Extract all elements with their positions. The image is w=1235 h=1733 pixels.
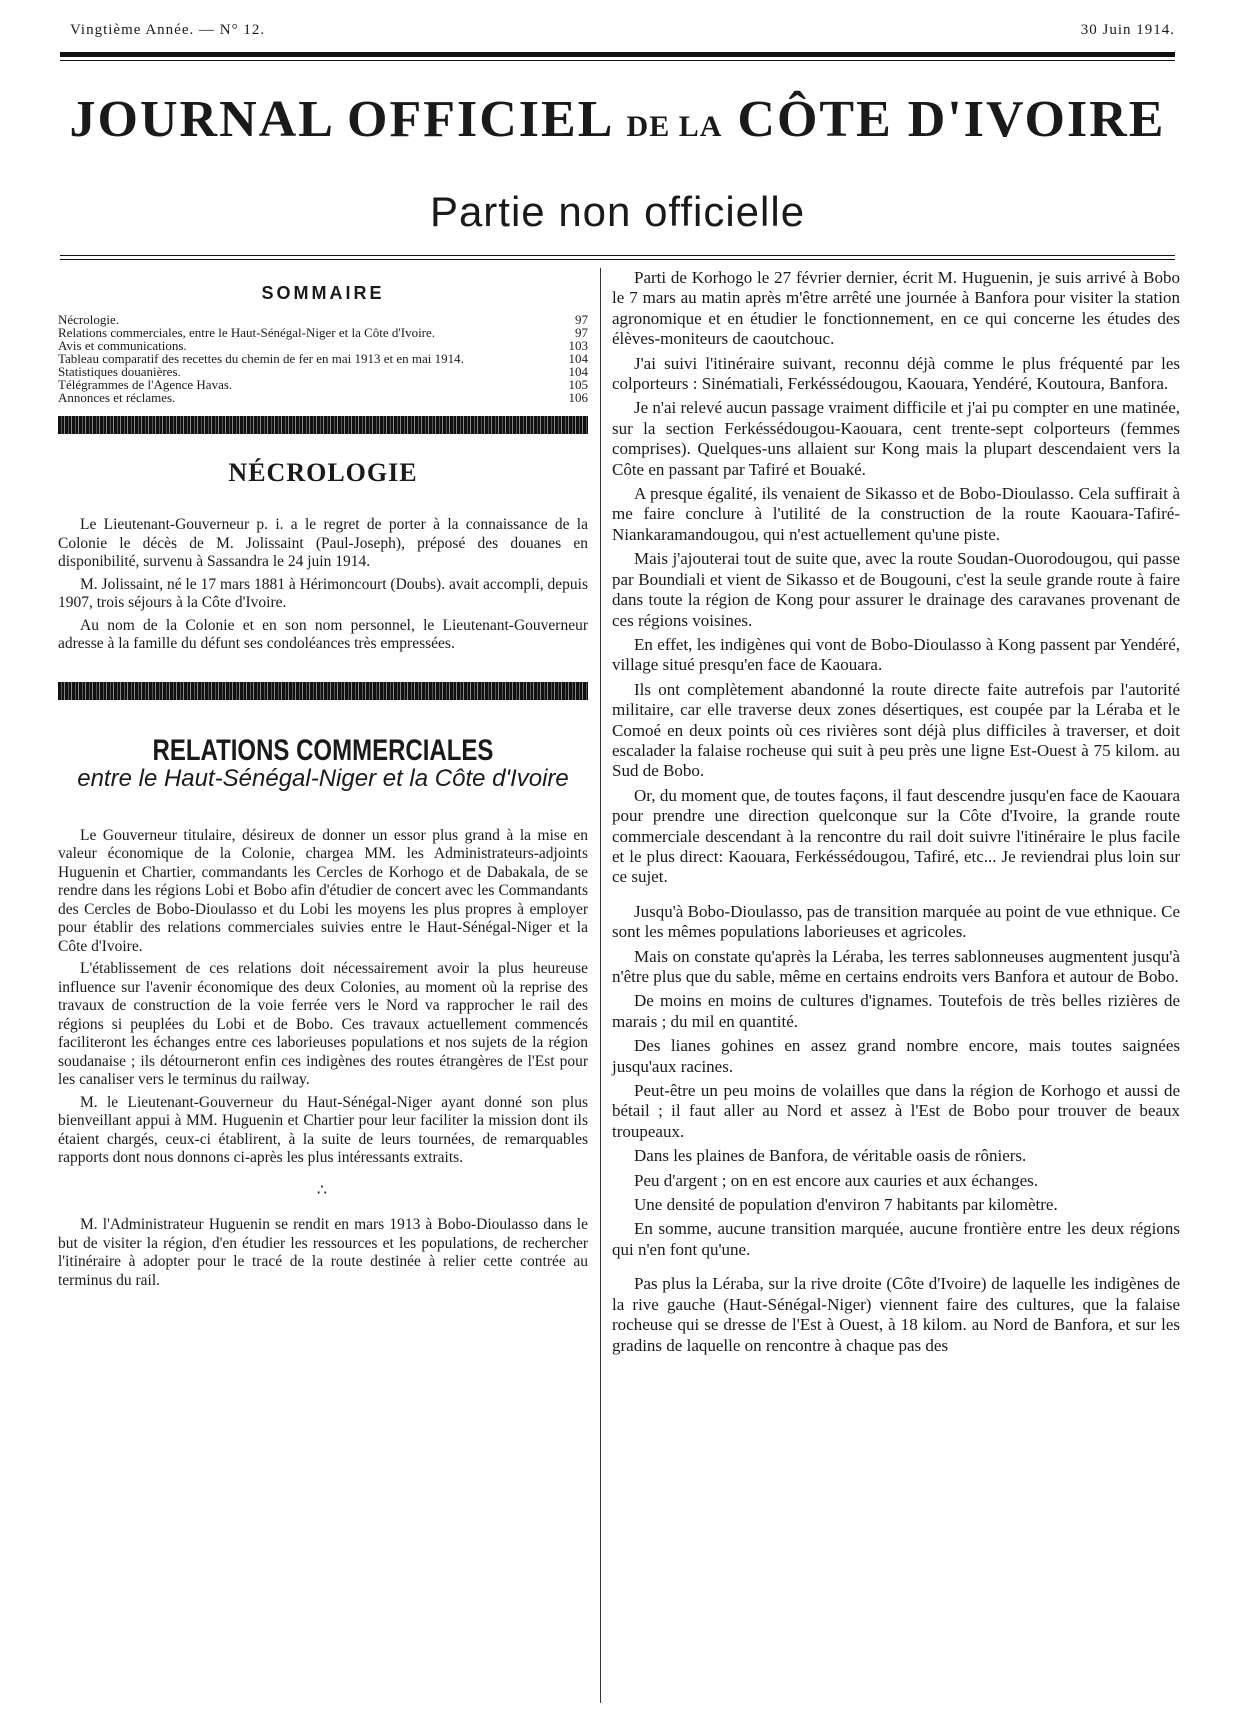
column-divider xyxy=(600,268,601,1703)
report-paragraph: Mais j'ajouterai tout de suite que, avec la route Soudan-Ouorodougou, qui passe par Boundiali et vient de Sikasso et de Bougouni, c'est la seule grande route à faire dans toute la région de Kong pour assurer le drainage des caravanes provenant de ces régions voisines. xyxy=(612,549,1180,630)
necrologie-title: NÉCROLOGIE xyxy=(228,457,418,487)
necrologie-paragraph: Au nom de la Colonie et en son nom personnel, le Lieutenant-Gouverneur adresse à la famille du défunt ses condoléances très empressées. xyxy=(58,616,588,652)
paragraph-gap xyxy=(612,888,1180,902)
toc-item-page: 97 xyxy=(575,311,588,327)
report-paragraph: J'ai suivi l'itinéraire suivant, reconnu déjà comme le plus fréquenté par les colporteurs : Sinématiali, Ferkéssédougou, Kaouara, Yendéré, Koutoura, Banfora. xyxy=(612,353,1180,394)
necrologie-paragraph: Le Lieutenant-Gouverneur p. i. a le regret de porter à la connaissance de la Colonie le décès de M. Jolissaint (Paul-Joseph), préposé des douanes en disponibilité, survenu à Sassandra le 24 juin 1914. xyxy=(58,516,588,570)
report-paragraph: Pas plus la Léraba, sur la rive droite (Côte d'Ivoire) de laquelle les indigènes de la rive gauche (Haut-Sénégal-Niger) viennent faire des cultures, que la falaise rocheuse qui se dresse de l'Est à Ouest, à 18 kilom. au Nord de Banfora, et sur les gradins de laquelle on rencontre à chaque pas des xyxy=(612,1274,1180,1355)
toc-item xyxy=(58,391,588,404)
report-paragraph: De moins en moins de cultures d'ignames. Toutefois de très belles rizières de marais ; du mil en quantité. xyxy=(612,991,1180,1031)
relations-paragraph: M. le Lieutenant-Gouverneur du Haut-Sénégal-Niger ayant donné son plus bienveillant appui à MM. Huguenin et Chartier pour leur faciliter la mission dont ils étaient chargés, ceux-ci établirent, à la suite de leurs tournées, de remarquables rapports dont nous donnons ci-après les plus intéressants extraits. xyxy=(58,1093,588,1166)
report-paragraph: A presque égalité, ils venaient de Sikasso et de Bobo-Dioulasso. Cela suffirait à me faire conclure à l'utilité de la construction de la route Kaouara-Tafiré-Niankaramandougou, qui n'est actuellement qu'une piste. xyxy=(612,484,1180,544)
toc-item xyxy=(58,339,588,352)
toc-item xyxy=(58,378,588,391)
toc-item-title: Annonces et réclames. xyxy=(58,389,176,405)
masthead-title-a: JOURNAL OFFICIEL xyxy=(69,91,612,148)
relations-paragraph: L'établissement de ces relations doit nécessairement avoir la plus heureuse influence sur l'avenir économique des deux Colonies, au moment où la reprise des travaux de construction de la voie ferrée vers le Nord va rapprocher le rail des régions si peuplées du Lobi et de Bobo. Ces travaux actuellement commencés faciliteront les échanges entre ces laborieuses populations et nos sujets de la région soudanaise ; ils détourneront enfin ces indigènes des routes étrangères de l'Est pour les canaliser vers le terminus du railway. xyxy=(58,960,588,1088)
masthead xyxy=(60,90,1175,160)
toc-item xyxy=(58,365,588,378)
necrologie-paragraph: M. Jolissaint, né le 17 mars 1881 à Hérimoncourt (Doubs). avait accompli, depuis 1907, trois séjours à la Côte d'Ivoire. xyxy=(58,575,588,611)
toc-item-page: 103 xyxy=(568,337,588,353)
toc-item xyxy=(58,352,588,365)
issue-date: 30 Juin 1914. xyxy=(1080,22,1175,38)
report-paragraph: Parti de Korhogo le 27 février dernier, écrit M. Huguenin, je suis arrivé à Bobo le 7 mars au matin après m'être arrêté une journée à Banfora pour visiter la station agronomique et en étudier le fonctionnement, en ce qui concerne les études des élèves-moniteurs de caoutchouc. xyxy=(612,268,1180,349)
report-paragraph: Ils ont complètement abandonné la route directe faite autrefois par l'autorité militaire, car elle traverse deux zones désertiques, est coupée par la Léraba et le Comoé en deux points où ces rivières sont déjà plus difficiles à traverser, et doit escalader la falaise rocheuse qui suit à peu près une ligne Est-Ouest à 75 kilom. au Sud de Bobo. xyxy=(612,679,1180,781)
sommaire-list xyxy=(58,313,588,404)
left-column xyxy=(58,268,588,1290)
report-paragraph: Jusqu'à Bobo-Dioulasso, pas de transition marquée au point de vue ethnique. Ce sont les mêmes populations laborieuses et agricoles. xyxy=(612,901,1180,942)
toc-item-title: Statistiques douanières. xyxy=(58,363,181,379)
header-rule-thin xyxy=(60,60,1175,61)
toc-item-page: 106 xyxy=(568,389,588,405)
report-paragraph: Je n'ai relevé aucun passage vraiment difficile et j'ai pu compter en une matinée, sur la section Ferkéssédougou-Kaouara, cent trente-sept colporteurs (femmes comprises). Quelques-uns allaient sur Kong mais la plupart descendaient vers la Côte en passant par Tafiré et Bouaké. xyxy=(612,398,1180,479)
toc-item-title: Relations commerciales, entre le Haut-Sénégal-Niger et la Côte d'Ivoire. xyxy=(58,324,436,340)
report-paragraph: Peu d'argent ; on en est encore aux cauries et aux échanges. xyxy=(634,1170,1038,1190)
report-paragraph: Peut-être un peu moins de volailles que dans la région de Korhogo et aussi de bétail ; il faut aller au Nord et assez à l'Est de Bobo pour trouver de beaux troupeaux. xyxy=(612,1081,1180,1141)
report-paragraph: En effet, les indigènes qui vont de Bobo-Dioulasso à Kong passent par Yendéré, village situé presqu'en face de Kaouara. xyxy=(612,634,1180,675)
paragraph-gap xyxy=(612,1260,1180,1274)
right-column xyxy=(612,268,1180,1356)
report-paragraph: Dans les plaines de Banfora, de véritable oasis de rôniers. xyxy=(634,1146,1027,1166)
report-paragraph: Or, du moment que, de toutes façons, il faut descendre jusqu'en face de Kaouara pour prendre une direction quelconque sur la Côte d'Ivoire, la grande route commerciale descendant à la rencontre du rail doit suivre l'itinéraire le plus facile et le plus direct: Kaouara, Ferkéssédougou, Tafiré, etc... Je reviendrai plus loin sur ce sujet. xyxy=(612,785,1180,887)
running-header xyxy=(60,16,1175,44)
relations-title: RELATIONS COMMERCIALES xyxy=(152,733,494,767)
relations-subtitle: entre le Haut-Sénégal-Niger et la Côte d'Ivoire xyxy=(77,765,569,792)
toc-item-page: 105 xyxy=(568,376,588,392)
toc-item-title: Télégrammes de l'Agence Havas. xyxy=(58,376,233,392)
toc-item-title: Nécrologie. xyxy=(58,311,120,327)
toc-item-page: 104 xyxy=(568,363,588,379)
sommaire-title: SOMMAIRE xyxy=(261,283,385,303)
toc-item-page: 97 xyxy=(575,324,588,340)
toc-item xyxy=(58,326,588,339)
header-rule-thick xyxy=(60,52,1175,57)
toc-item-title: Tableau comparatif des recettes du chemin de fer en mai 1913 et en mai 1914. xyxy=(58,350,464,366)
toc-item-title: Avis et communications. xyxy=(58,337,187,353)
relations-paragraph: Le Gouverneur titulaire, désireux de donner un essor plus grand à la mise en valeur économique de la Colonie, chargea MM. les Administrateurs-adjoints Huguenin et Chartier, commandants les Cercles de Korhogo et de Dabakala, de se rendre dans les régions Lobi et Bobo afin d'étudier de concert avec les Commandants des Cercles de Bobo-Dioulasso et du Lobi les moyens les plus propres à employer pour établir des relations commerciales suivies entre le Haut-Sénégal-Niger et la Côte d'Ivoire. xyxy=(58,826,588,955)
report-paragraph: Mais on constate qu'après la Léraba, les terres sablonneuses augmentent jusqu'à n'être plus que du sable, même en certains endroits vers Banfora et autour de Bobo. xyxy=(612,946,1180,986)
masthead-title-c: CÔTE D'IVOIRE xyxy=(737,91,1166,148)
issue-number: Vingtième Année. — N° 12. xyxy=(70,22,266,38)
report-paragraph: Des lianes gohines en assez grand nombre encore, mais toutes saignées jusqu'aux racines. xyxy=(612,1036,1180,1076)
section-rule xyxy=(60,255,1175,260)
part-title: Partie non officielle xyxy=(429,188,806,235)
relations-paragraph: M. l'Administrateur Huguenin se rendit en mars 1913 à Bobo-Dioulasso dans le but de visiter la région, d'en étudier les ressources et les populations, de rechercher l'itinéraire à adopter pour le tracé de la route destinée à relier cette contrée au terminus du rail. xyxy=(58,1216,588,1289)
masthead-title-b: DE LA xyxy=(626,110,723,143)
report-paragraph: Une densité de population d'environ 7 habitants par kilomètre. xyxy=(634,1195,1058,1215)
decorative-band xyxy=(58,416,588,434)
asterism-separator: ∴ xyxy=(316,1181,330,1199)
toc-item xyxy=(58,313,588,326)
report-paragraph: En somme, aucune transition marquée, aucune frontière entre les deux régions qui n'en font qu'une. xyxy=(612,1219,1180,1259)
decorative-band xyxy=(58,682,588,700)
toc-item-page: 104 xyxy=(568,350,588,366)
